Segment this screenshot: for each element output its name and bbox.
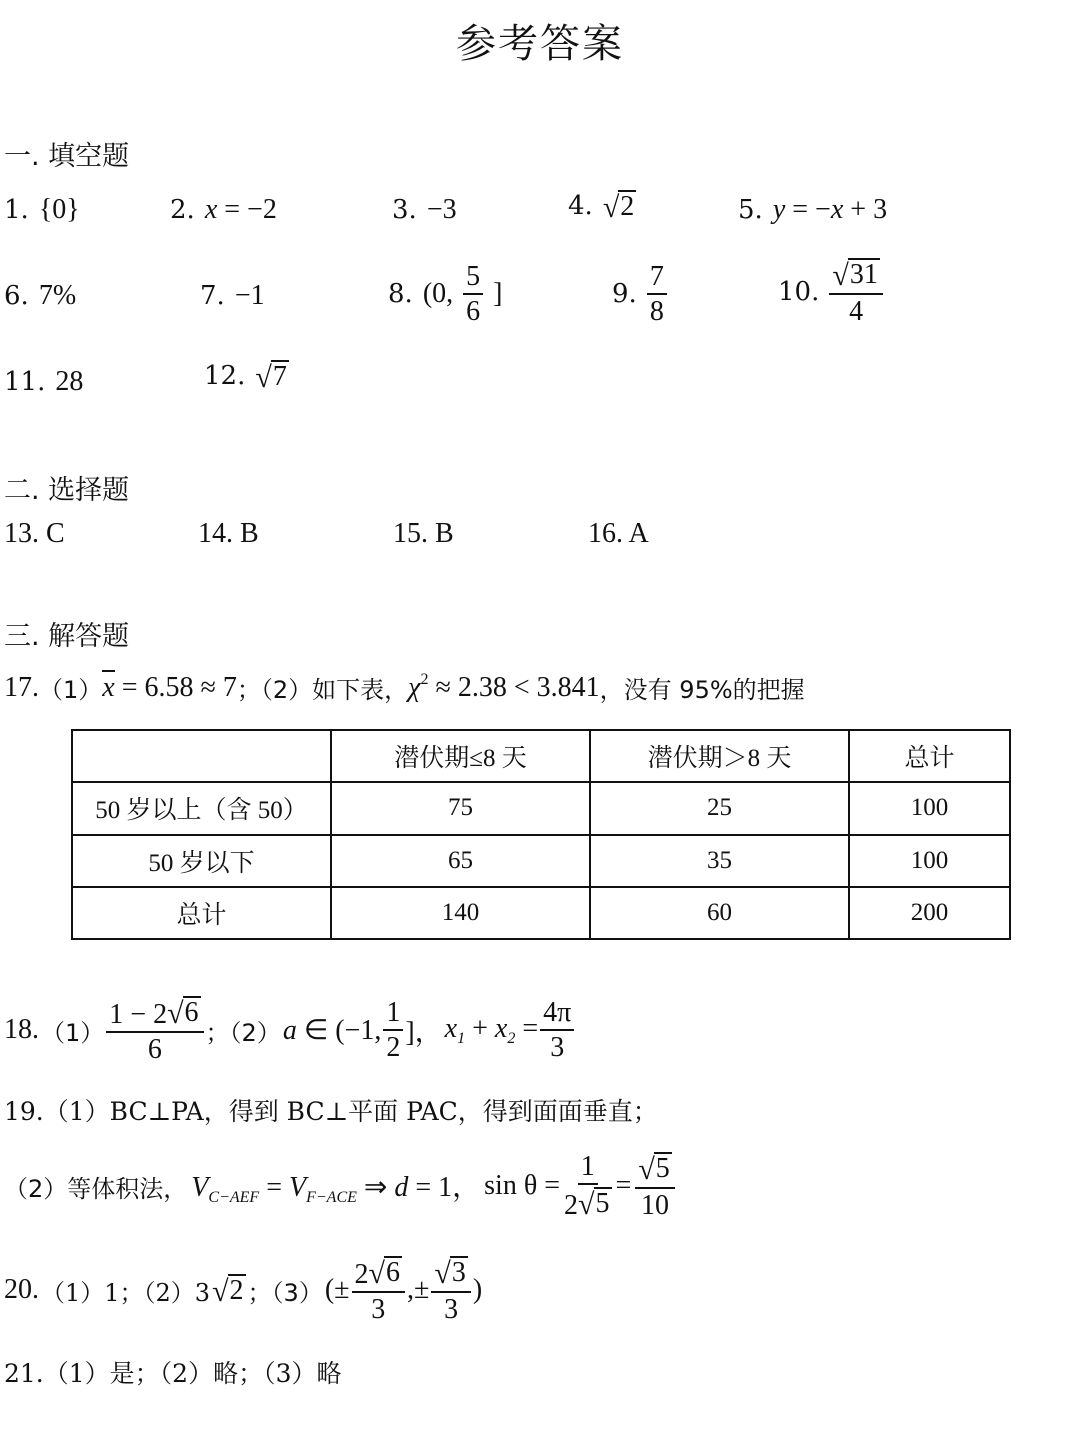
- answer-16: 16. A: [588, 518, 649, 549]
- answer-number: 2.: [170, 195, 195, 225]
- table-header-cell: 潜伏期＞8 天: [590, 730, 849, 782]
- answer-4: [568, 190, 636, 223]
- answer-number: 4.: [568, 191, 593, 222]
- section-fill-heading: 一. 填空题: [4, 141, 130, 172]
- table-header-row: [72, 730, 1010, 782]
- variable: x: [204, 194, 218, 225]
- answer-number: 7.: [200, 281, 225, 311]
- answer-1: [4, 194, 80, 226]
- fraction: √ 5 10: [635, 1152, 674, 1221]
- answer-number: 1.: [4, 195, 29, 225]
- answer-5: 5. y = −x + 3: [738, 194, 888, 225]
- table-cell: 200: [849, 887, 1010, 939]
- table-cell: [72, 730, 331, 782]
- answer-value: −1: [234, 280, 265, 311]
- answer-8: 8. (0, $\frac{5}{6}$ ]: [388, 261, 503, 328]
- answer-2: [170, 194, 277, 226]
- table-cell: 100: [849, 835, 1010, 887]
- answer-value: 28: [55, 366, 84, 397]
- answer-number: 9.: [612, 279, 637, 310]
- fraction: 1 2 √ 5: [564, 1151, 610, 1222]
- table-cell: 25: [590, 782, 849, 834]
- table-header-cell: 总计: [849, 730, 1010, 782]
- table-cell: 50 岁以下: [72, 835, 331, 887]
- answer-19-part2: （2）等体积法， $V_{C-AEF} = V_{F-ACE}$ ⇒ d = 1， sin θ = 1 2 √ 5 = √ 5 10: [4, 1152, 675, 1221]
- table-row: [72, 782, 1010, 834]
- answer-9: [612, 262, 667, 327]
- answer-number: 5.: [738, 195, 763, 225]
- fraction: $\frac{5}{6}$: [463, 262, 483, 327]
- table-cell: 65: [331, 835, 590, 887]
- table-cell: 75: [331, 782, 590, 834]
- answer-12: [204, 360, 289, 393]
- table-row: [72, 887, 1010, 939]
- answer-19-part1: 19.（1）BC⊥PA，得到 BC⊥平面 PAC，得到面面垂直；: [4, 1097, 658, 1126]
- answer-value: −3: [426, 194, 457, 225]
- page-title: 参考答案: [456, 21, 624, 67]
- table-cell: 50 岁以上（含 50）: [72, 782, 331, 834]
- answer-number: 12.: [204, 361, 246, 392]
- answer-21: 21.（1）是；（2）略；（3）略: [4, 1359, 342, 1388]
- section-choice-heading: 二. 选择题: [4, 475, 130, 506]
- answer-17: 17. （1） x = 6.58 ≈ 7 ；（2）如下表， $\chi^2 \approx 2.38 < 3.841$ ，没有 95%的把握: [4, 671, 805, 704]
- answer-15: 15. B: [393, 518, 454, 549]
- fraction: 1 − 2 √ 6 6: [106, 996, 203, 1065]
- x-bar: x: [102, 671, 115, 703]
- contingency-table: [71, 729, 1011, 940]
- answer-value: = −2: [224, 194, 277, 225]
- sqrt-expression: √ 2: [602, 190, 635, 224]
- fraction: √ 3 3: [431, 1256, 470, 1325]
- answer-13: 13. C: [4, 518, 65, 549]
- answer-value: 7%: [38, 280, 77, 311]
- answer-6: [4, 280, 76, 312]
- fraction: √ 31 4: [829, 258, 882, 327]
- fraction: $\frac{1}{2}$: [383, 998, 403, 1063]
- table-cell: 60: [590, 887, 849, 939]
- answer-value: {0}: [38, 194, 80, 225]
- answer-20: 20. （1）1；（2）3 √ 2 ；（3） (± 2 √ 6 3 ,± √ 3 3 ): [4, 1256, 483, 1326]
- table-header-cell: 潜伏期≤8 天: [331, 730, 590, 782]
- table-cell: 35: [590, 835, 849, 887]
- fraction: 2 √ 6 3: [352, 1256, 405, 1325]
- table-cell: 100: [849, 782, 1010, 834]
- table-cell: 140: [331, 887, 590, 939]
- sqrt-expression: √ 7: [255, 360, 287, 394]
- table-row: [72, 835, 1010, 887]
- answer-number: 3.: [392, 195, 417, 225]
- answer-18: 18. （1） 1 − 2 √ 6 6 ；（2） a ∈ (−1, $\frac{1}{2}$ ]， $x_1 + x_2$ = $\frac{4\pi}{3}$: [4, 996, 574, 1065]
- answer-number: 11.: [4, 367, 46, 397]
- fraction: $\frac{4\pi}{3}$: [540, 998, 574, 1063]
- answer-3: [392, 194, 457, 226]
- answer-number: 10.: [778, 277, 820, 308]
- table-cell: 总计: [72, 887, 331, 939]
- section-solve-heading: 三. 解答题: [4, 621, 130, 652]
- answer-14: 14. B: [198, 518, 259, 549]
- fraction: $\frac{7}{8}$: [647, 262, 667, 327]
- answer-number: 8.: [388, 279, 413, 310]
- answer-10: [778, 258, 883, 327]
- answer-11: [4, 366, 83, 398]
- answer-7: [200, 280, 265, 312]
- answer-number: 6.: [4, 281, 29, 311]
